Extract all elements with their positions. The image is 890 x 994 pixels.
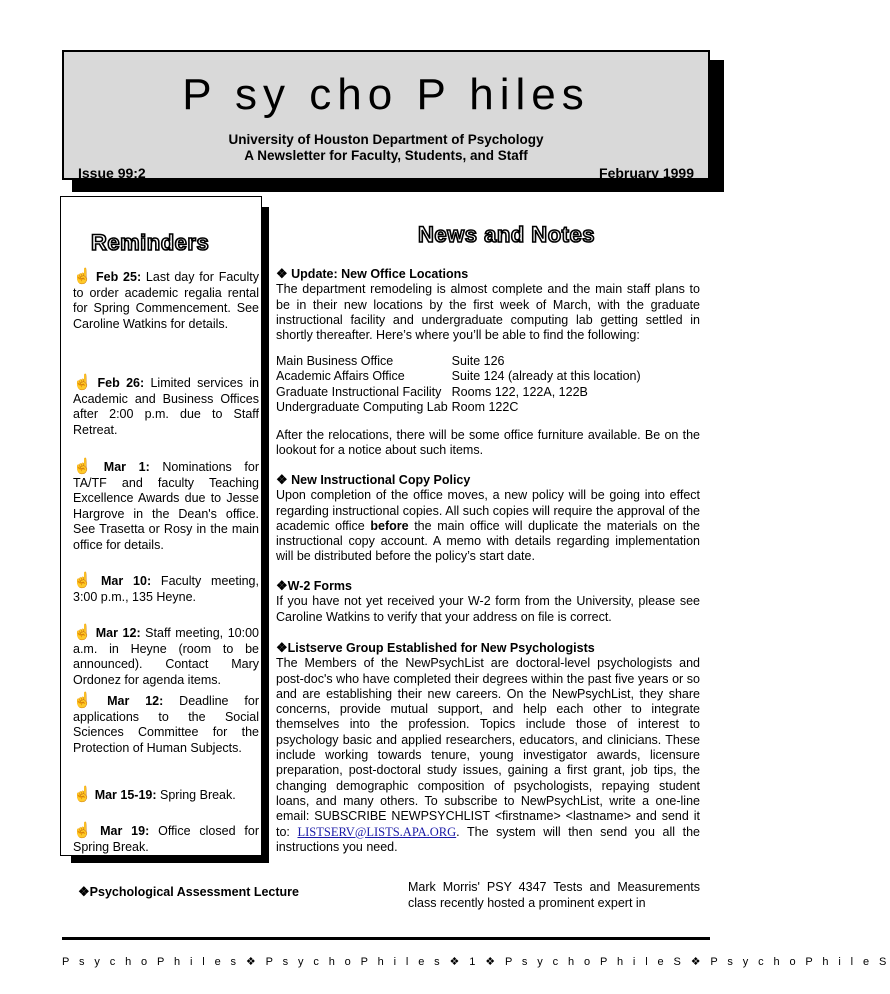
reminder-item [73, 459, 259, 553]
pointing-hand-icon: ☝ [73, 692, 105, 709]
w2-section [276, 578, 700, 625]
pointing-hand-icon: ☝ [73, 822, 98, 839]
w2-title: W-2 Forms [287, 579, 352, 593]
pointing-hand-icon: ☝ [73, 374, 95, 391]
listserv-body-part: The Members of the NewPsychList are doctoral-level psychologists and post-doc's who have completed their degrees within the past five years or so and are establishing their new careers. On the NewPsychList, they share concerns, provide mutual support, and help each other to integrate themselves into the profession. Topics include those of interest to psychology basic and applied researchers, educators, and clinicians. These include working towards tenure, young investigator awards, licensure preparation, post-doctoral study issues, gaining a first grant, job tips, the changing demographic composition of psychologists, repaying student loans, and many others. To subscribe to NewPsychList, write a one-line email: SUBSCRIBE NEWPSYCHLIST <firstname> <lastname> and send it to: [276, 656, 700, 839]
reminder-date: Mar 10: [101, 574, 152, 588]
reminder-item [73, 693, 259, 756]
reminder-date: Feb 26: [97, 376, 145, 390]
table-row [276, 385, 645, 400]
reminder-text: Faculty meeting, 3:00 p.m., 135 Heyne. [73, 574, 259, 604]
footer-text: P s y c h o P h i l e s ❖ P s y c h o P h i l e s ❖ 1 ❖ P s y c h o P h i l e S ❖ P s y c h o P h i l e S [62, 956, 890, 968]
office-locations-section [276, 266, 700, 343]
reminder-date: Mar 19: [100, 824, 150, 838]
pointing-hand-icon: ☝ [73, 268, 94, 285]
masthead [62, 50, 710, 180]
listserv-body [276, 656, 700, 855]
lecture-text: Mark Morris' PSY 4347 Tests and Measurements class recently hosted a prominent expert in [408, 880, 700, 910]
table-row [276, 354, 645, 369]
reminder-text: Nominations for TA/TF and faculty Teaching Excellence Awards due to Jesse Hargrove in the Dean's office. See Trasetta or Rosy in the main office for details. [73, 460, 259, 552]
issue-number: Issue 99:2 [78, 165, 146, 181]
office-location: Suite 126 [451, 354, 505, 368]
listserv-title: Listserve Group Established for New Psychologists [287, 641, 595, 655]
masthead-subtitle-university: University of Houston Department of Psychology [228, 132, 544, 147]
reminder-item [73, 787, 259, 804]
issue-date: February 1999 [599, 165, 694, 181]
reminder-date: Mar 15-19: [94, 788, 157, 802]
reminder-text: Deadline for applications to the Social Sciences Committee for the Protection of Human Subjects. [73, 694, 259, 755]
office-name: Main Business Office [276, 354, 394, 368]
diamond-bullet-icon: ❖ [276, 472, 288, 487]
section-title [276, 578, 700, 594]
copy-body-part: the main office will duplicate the materials on the instructional copy account. A memo with details regarding implementation will be distributed before the policy’s start date. [276, 518, 700, 564]
news-heading: News and Notes [418, 222, 595, 247]
listserv-section [276, 640, 700, 855]
office-name: Graduate Instructional Facility [276, 384, 442, 399]
update-body: The department remodeling is almost complete and the main staff plans to be in their new locations by the first week of March, with the graduate instructional facility and undergraduate computing lab getting settled in shortly thereafter. Here’s where you’ll be able to find the following: [276, 282, 700, 343]
pointing-hand-icon: ☝ [73, 572, 99, 589]
reminder-text: Spring Break. [156, 788, 236, 802]
diamond-bullet-icon: ❖ [276, 640, 288, 655]
copy-policy-title: New Instructional Copy Policy [291, 473, 471, 487]
reminder-text: Last day for Faculty to order academic regalia rental for Spring Commencement. See Caroline Watkins for details. [73, 270, 259, 331]
office-name: Academic Affairs Office [276, 369, 405, 384]
section-title [276, 266, 700, 282]
reminders-sidebar [60, 196, 262, 856]
listserv-email-link[interactable]: LISTSERV@LISTS.APA.ORG [297, 824, 457, 839]
reminder-text: Staff meeting, 10:00 a.m. in Heyne (room to be announced). Contact Mary Ordonez for agenda items. [73, 626, 259, 687]
reminder-item [73, 823, 259, 855]
furniture-notice [276, 428, 700, 459]
section-title [276, 640, 700, 656]
copy-body-part: Upon completion of the office moves, a new policy will be going into effect regarding instructional copies. All such copies will require the approval of the academic office [276, 488, 700, 533]
footer-rule [62, 937, 710, 940]
table-row [276, 369, 645, 384]
reminder-item [73, 269, 259, 332]
reminder-item [73, 573, 259, 605]
table-row [276, 400, 645, 415]
pointing-hand-icon: ☝ [73, 786, 92, 803]
lecture-section-title [78, 884, 299, 900]
reminders-heading: Reminders [91, 230, 210, 255]
masthead-subtitle-audience: A Newsletter for Faculty, Students, and Staff [244, 148, 528, 163]
copy-policy-body [276, 488, 700, 564]
listserv-body-part: . The system will then send you all the instructions you need. [276, 824, 700, 854]
diamond-bullet-icon: ❖ [78, 884, 90, 899]
office-name: Undergraduate Computing Lab [276, 399, 448, 414]
pointing-hand-icon: ☝ [73, 624, 93, 641]
lecture-title: Psychological Assessment Lecture [89, 885, 300, 899]
office-location: Rooms 122, 122A, 122B [451, 384, 588, 399]
office-location: Room 122C [451, 399, 519, 414]
reminder-text: Limited services in Academic and Business Offices after 2:00 p.m. due to Staff Retreat. [73, 376, 259, 437]
office-locations-table [276, 354, 645, 415]
section-title [276, 472, 700, 488]
update-title: Update: New Office Locations [291, 267, 469, 281]
reminder-date: Mar 1: [103, 460, 150, 474]
pointing-hand-icon: ☝ [73, 458, 101, 475]
reminder-date: Mar 12: [95, 626, 141, 640]
office-location: Suite 124 (already at this location) [451, 369, 641, 384]
diamond-bullet-icon: ❖ [276, 578, 288, 593]
copy-policy-section [276, 472, 700, 565]
reminder-item [73, 375, 259, 438]
copy-body-emphasis: before [370, 518, 409, 533]
reminder-date: Mar 12: [107, 694, 164, 708]
reminder-text: Office closed for Spring Break. [73, 824, 259, 854]
newsletter-title: P sy cho P hiles [182, 70, 590, 119]
reminder-item [73, 625, 259, 688]
w2-body: If you have not yet received your W-2 form from the University, please see Caroline Watkins to verify that your address on file is correct. [276, 594, 700, 624]
reminder-date: Feb 25: [96, 270, 142, 284]
diamond-bullet-icon: ❖ [276, 266, 288, 281]
furniture-paragraph: After the relocations, there will be some office furniture available. Be on the lookout for a notice about such items. [276, 428, 700, 458]
